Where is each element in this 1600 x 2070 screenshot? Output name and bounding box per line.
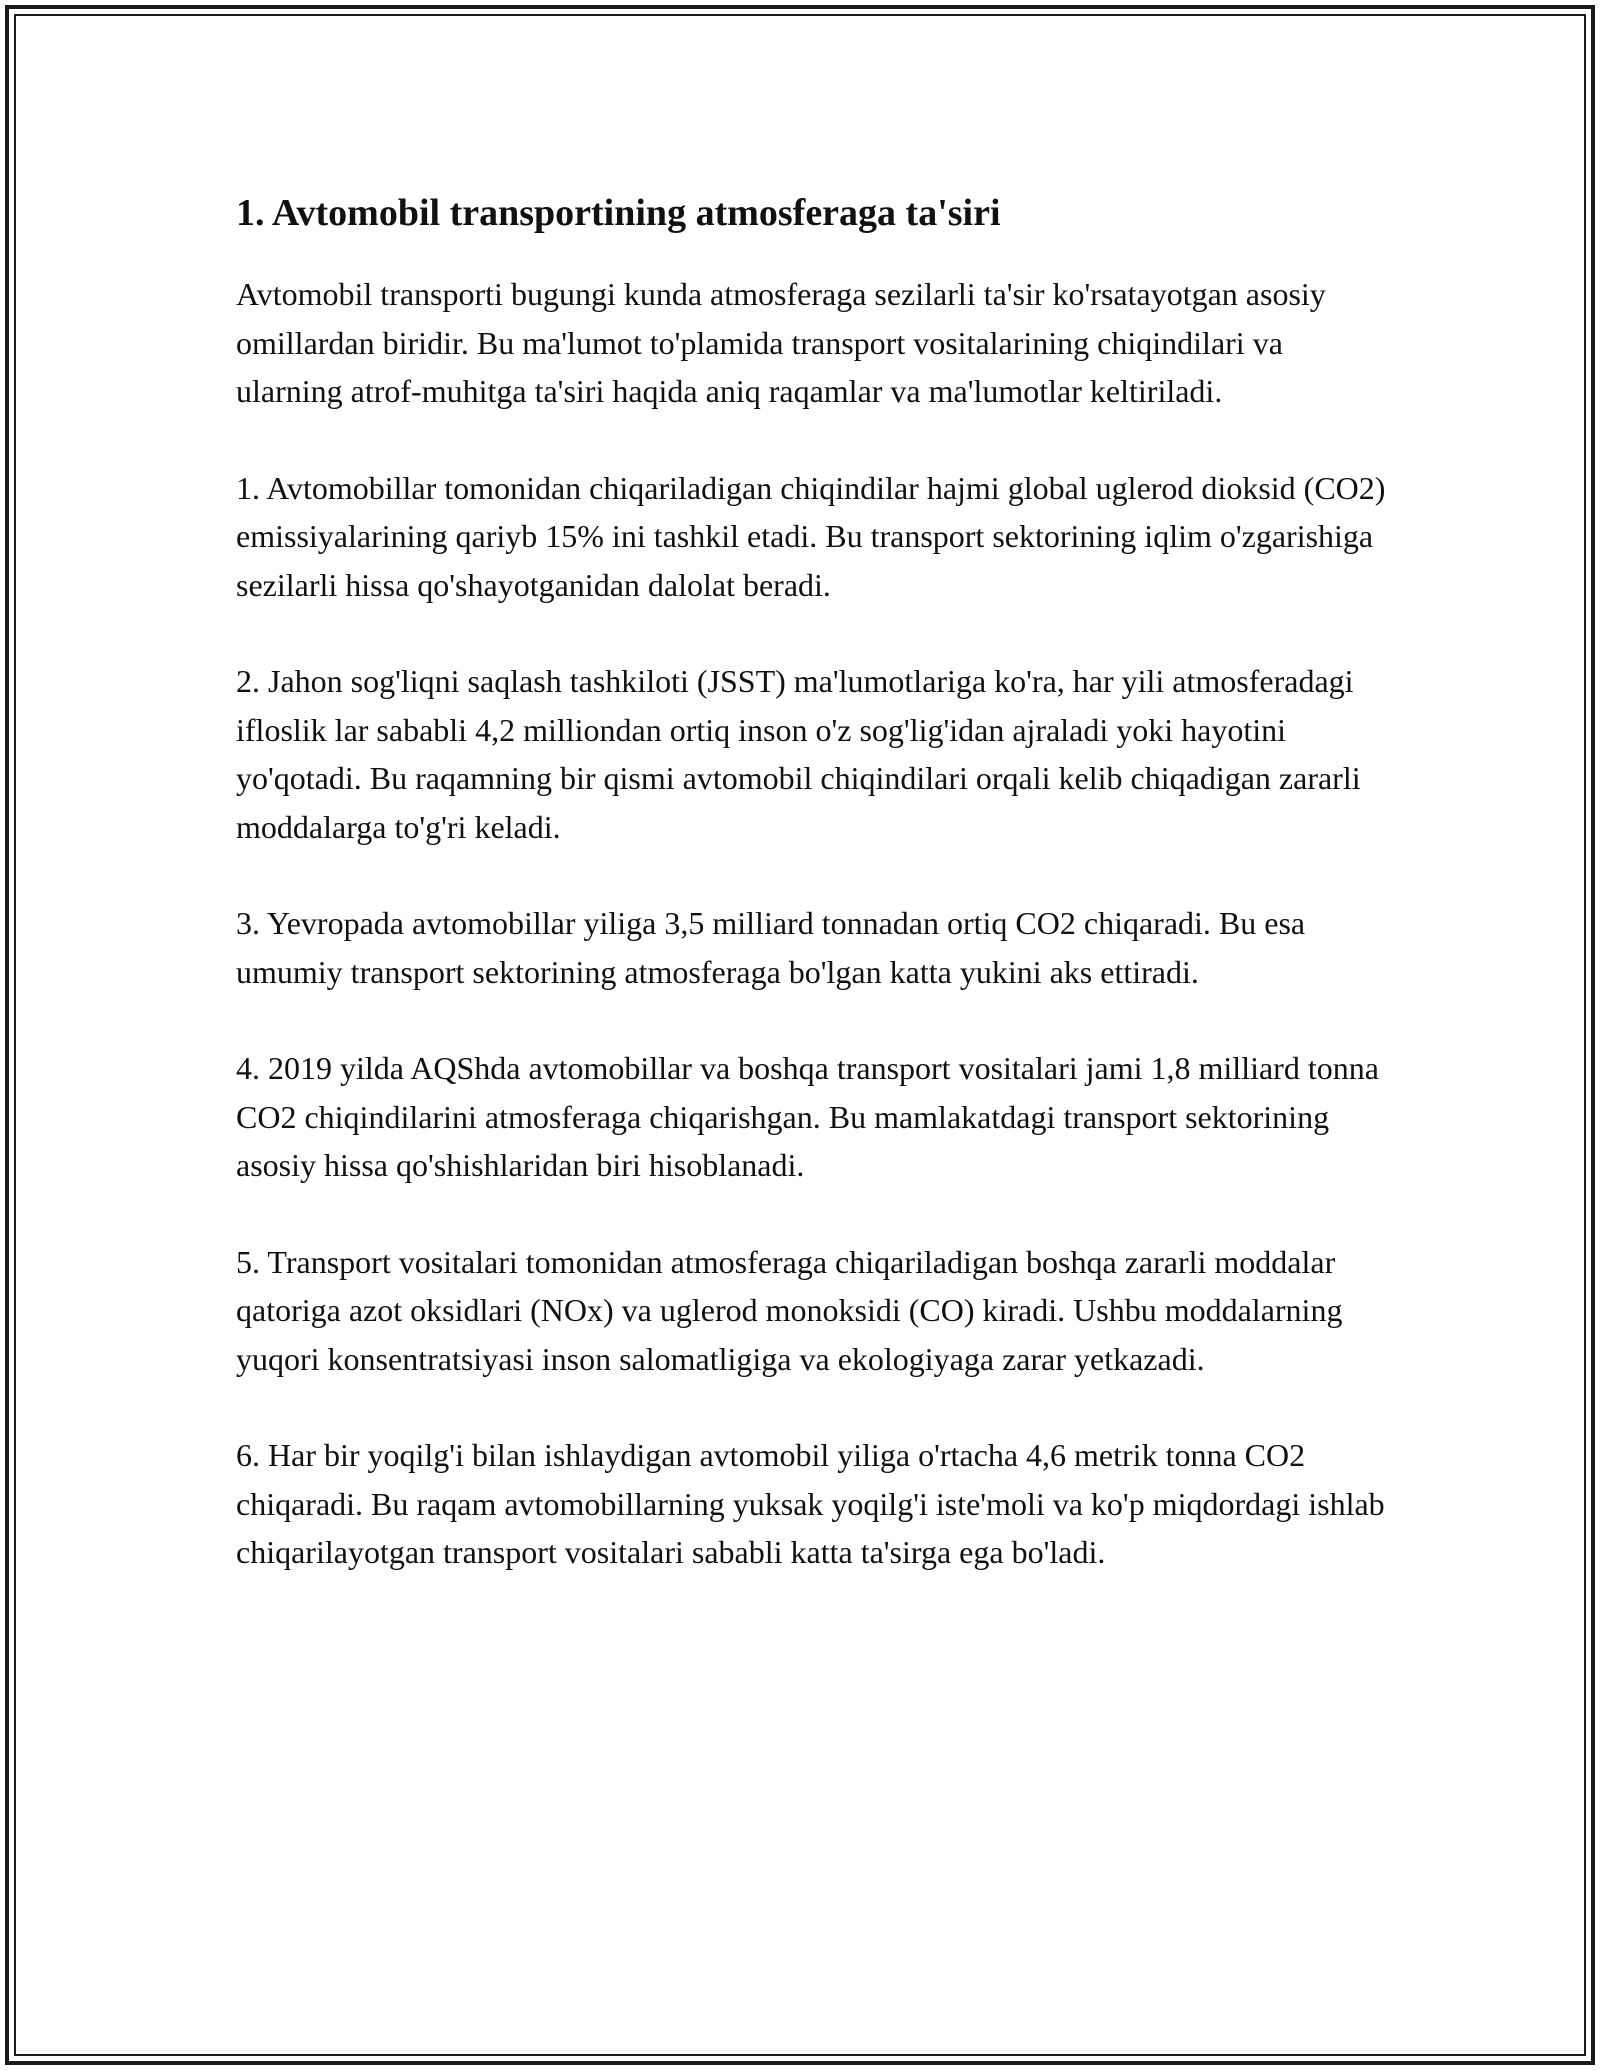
document-body: [236, 186, 1386, 1625]
point-2: 2. Jahon sog'liqni saqlash tashkiloti (JSST) ma'lumotlariga ko'ra, har yili atmosferadagi ifloslik lar sababli 4,2 milliondan ortiq inson o'z sog'lig'idan ajraladi yoki hayotini yo'qotadi. Bu raqamning bir qismi avtomobil chiqindilari orqali kelib chiqadigan zararli moddalarga to'g'ri keladi.: [236, 663, 1361, 845]
point-6: 6. Har bir yoqilg'i bilan ishlaydigan avtomobil yiliga o'rtacha 4,6 metrik tonna CO2 chiqaradi. Bu raqam avtomobillarning yuksak yoqilg'i iste'moli va ko'p miqdordagi ishlab chiqarilayotgan transport vositalari sababli katta ta'sirga ega bo'ladi.: [236, 1437, 1385, 1570]
point-1: 1. Avtomobillar tomonidan chiqariladigan chiqindilar hajmi global uglerod dioksid (CO2) emissiyalarining qariyb 15% ini tashkil etadi. Bu transport sektorining iqlim o'zgarishiga sezilarli hissa qo'shayotganidan dalolat beradi.: [236, 469, 1386, 603]
point-3: 3. Yevropada avtomobillar yiliga 3,5 milliard tonnadan ortiq CO2 chiqaradi. Bu esa umumiy transport sektorining atmosferaga bo'lgan katta yukini aks ettiradi.: [236, 905, 1306, 990]
point-4: 4. 2019 yilda AQShda avtomobillar va boshqa transport vositalari jami 1,8 milliard tonna CO2 chiqindilarini atmosferaga chiqarishgan. Bu mamlakatdagi transport sektorining asosiy hissa qo'shishlaridan biri hisoblanadi.: [236, 1050, 1379, 1183]
intro-paragraph: Avtomobil transporti bugungi kunda atmosferaga sezilarli ta'sir ko'rsatayotgan asosiy omillardan biridir. Bu ma'lumot to'plamida transport vositalarining chiqindilari va ularning atrof-muhitga ta'siri haqida aniq raqamlar va ma'lumotlar keltiriladi.: [236, 276, 1326, 409]
document-title: 1. Avtomobil transportining atmosferaga ta'siri: [236, 192, 1001, 234]
point-5: 5. Transport vositalari tomonidan atmosferaga chiqariladigan boshqa zararli moddalar qatoriga azot oksidlari (NOx) va uglerod monoksidi (CO) kiradi. Ushbu moddalarning yuqori konsentratsiyasi inson salomatligiga va ekologiyaga zarar yetkazadi.: [236, 1243, 1343, 1377]
